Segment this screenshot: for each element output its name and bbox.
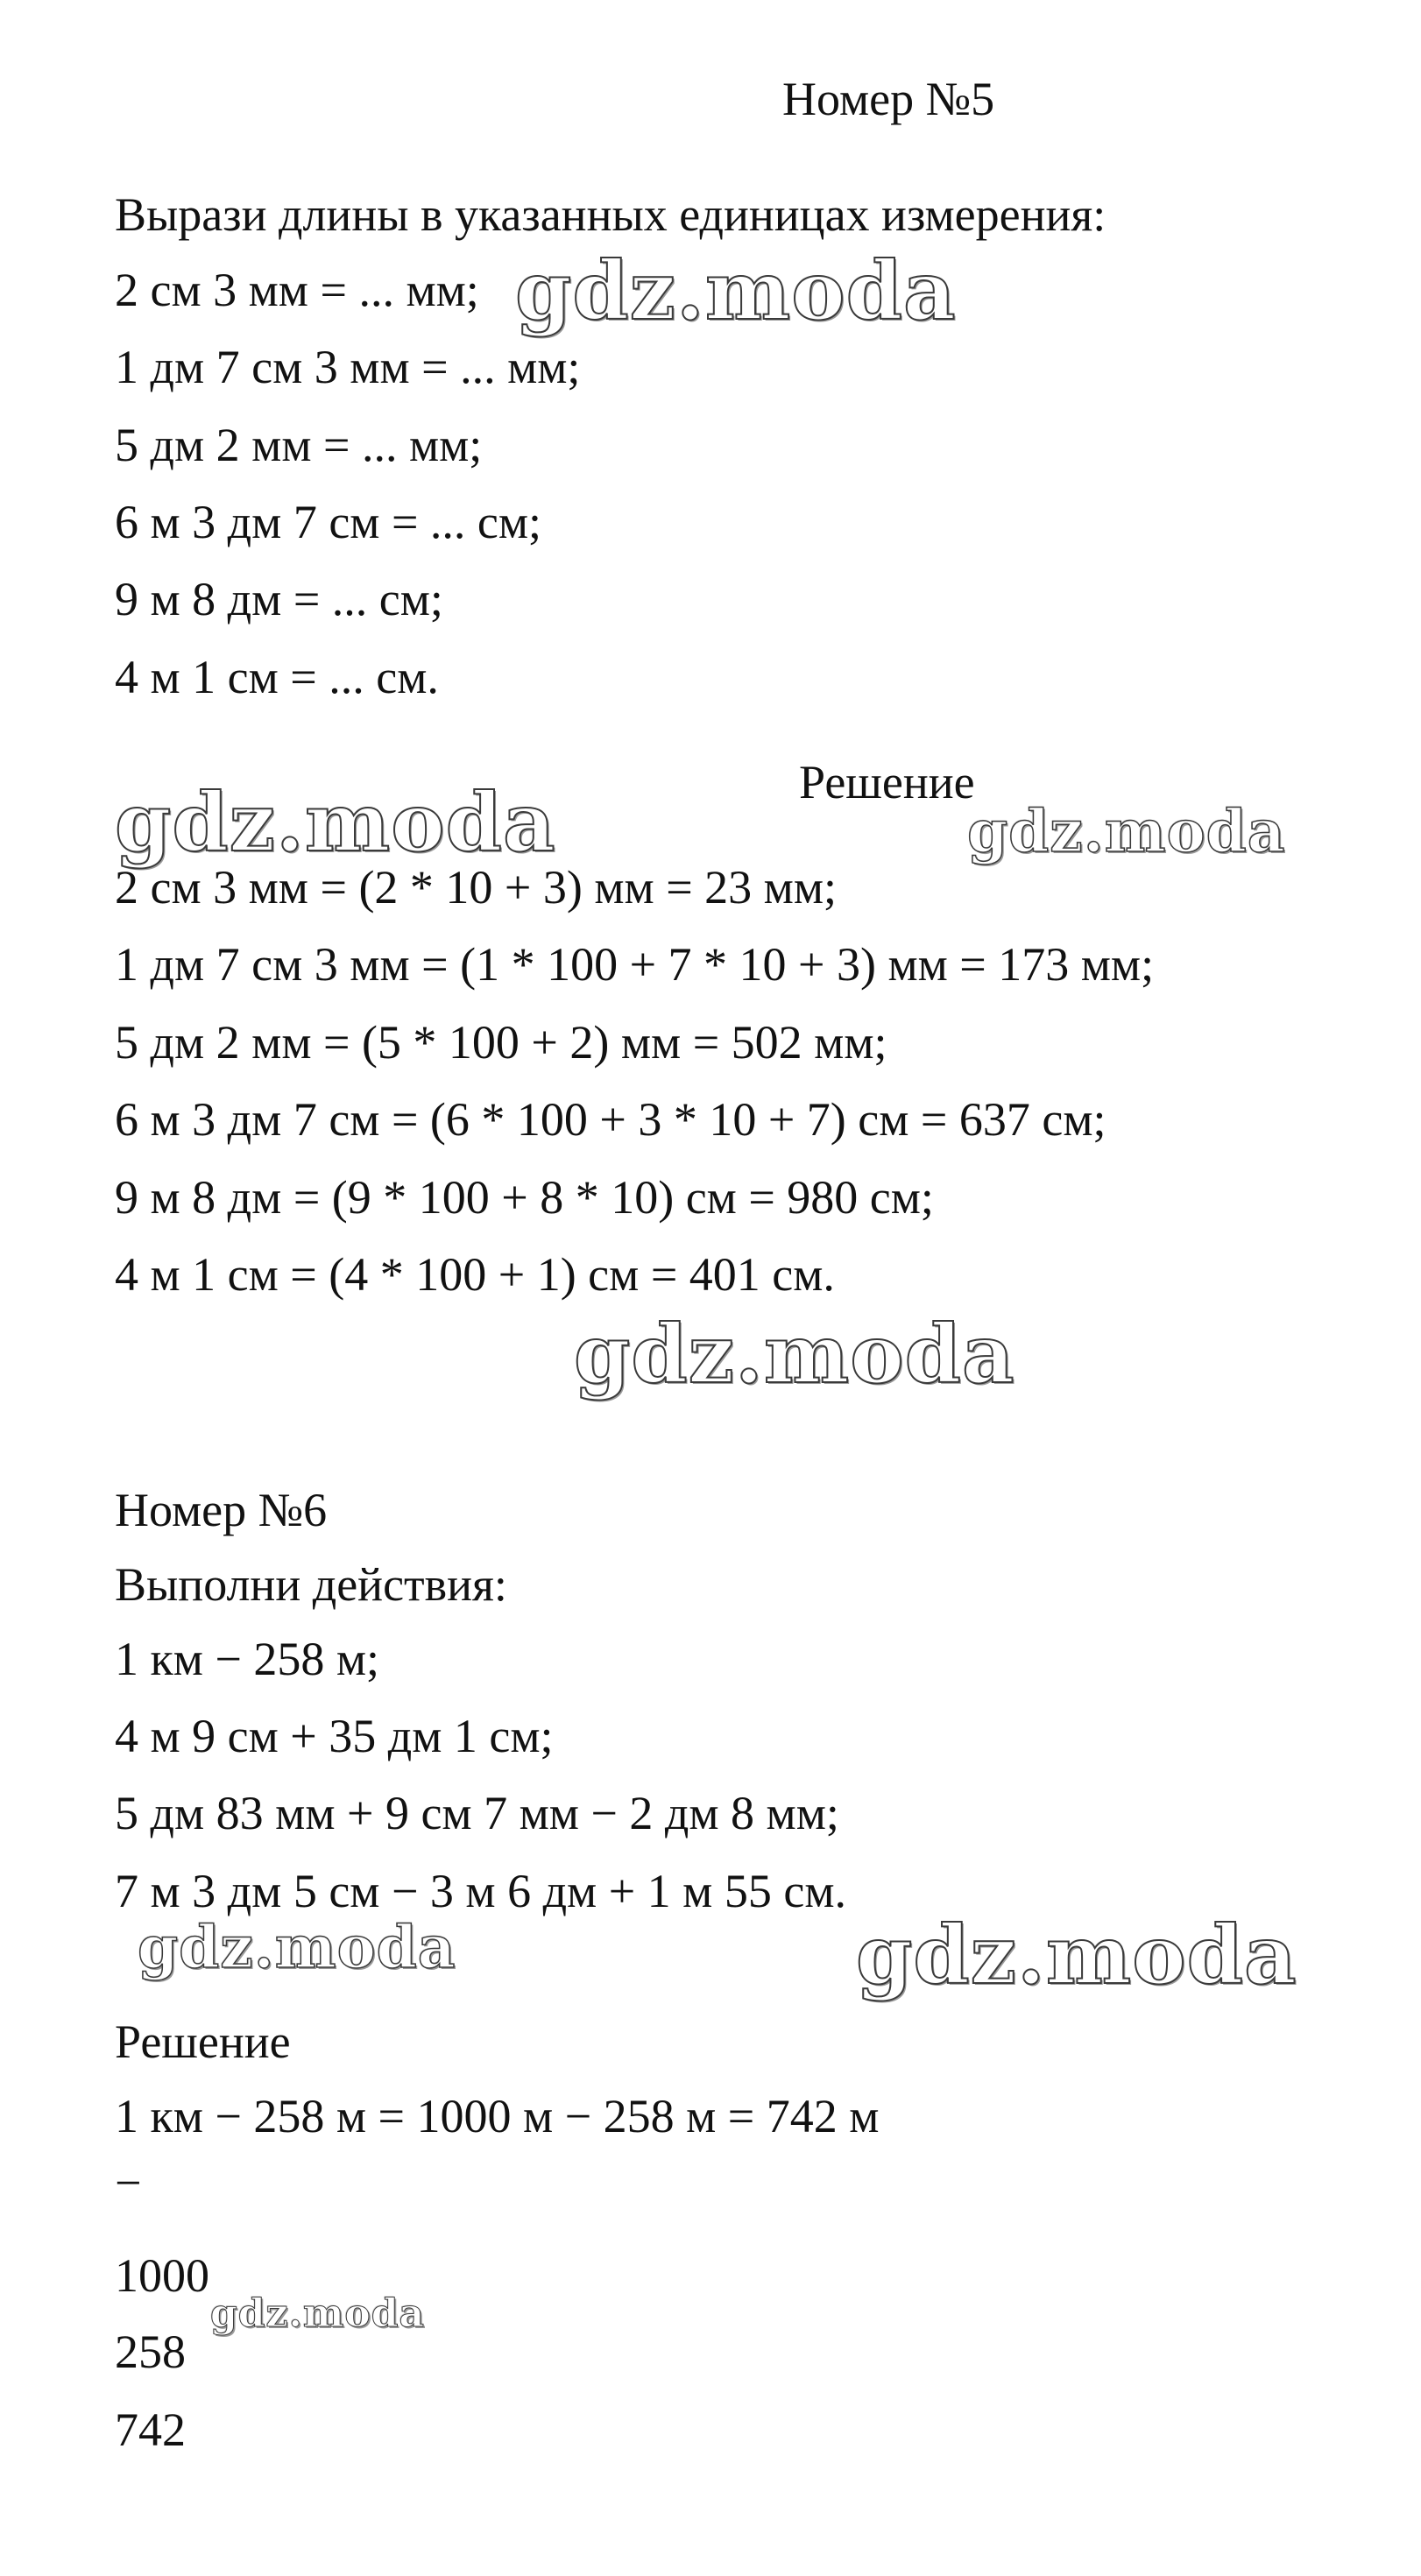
task6-heading: Номер №6	[115, 1484, 328, 1536]
task6-item: 7 м 3 дм 5 см − 3 м 6 дм + 1 м 55 см.	[115, 1865, 846, 1917]
task5-item: 5 дм 2 мм = ... мм;	[115, 419, 483, 471]
watermark-logo: gdz.moda	[574, 1307, 1015, 1401]
column-operator: −	[115, 2156, 142, 2209]
column-subtrahend: 258	[115, 2325, 186, 2378]
task5-item: 9 м 8 дм = ... см;	[115, 573, 443, 625]
watermark-logo: gdz.moda	[967, 797, 1286, 865]
task6-solution-line: 1 км − 258 м = 1000 м − 258 м = 742 м	[115, 2090, 880, 2142]
watermark-logo: gdz.moda	[515, 243, 957, 338]
task6-item: 5 дм 83 мм + 9 см 7 мм − 2 дм 8 мм;	[115, 1787, 839, 1839]
watermark-logo: gdz.moda	[210, 2291, 426, 2336]
column-result: 742	[115, 2403, 186, 2456]
task5-item: 1 дм 7 см 3 мм = ... мм;	[115, 341, 581, 393]
watermark-logo: gdz.moda	[856, 1908, 1297, 2002]
task6-item: 4 м 9 см + 35 дм 1 см;	[115, 1710, 554, 1762]
column-minuend: 1000	[115, 2249, 209, 2302]
task6-item: 1 км − 258 м;	[115, 1633, 380, 1685]
task5-solution-line: 2 см 3 мм = (2 * 10 + 3) мм = 23 мм;	[115, 861, 838, 914]
task5-item: 6 м 3 дм 7 см = ... см;	[115, 496, 542, 548]
task5-heading: Номер №5	[782, 73, 995, 125]
task5-solution-line: 4 м 1 см = (4 * 100 + 1) см = 401 см.	[115, 1248, 835, 1301]
task6-solution-heading: Решение	[115, 2015, 291, 2068]
watermark-logo: gdz.moda	[138, 1913, 456, 1981]
task5-item: 4 м 1 см = ... см.	[115, 651, 439, 703]
task5-solution-line: 1 дм 7 см 3 мм = (1 * 100 + 7 * 10 + 3) мм = 173 мм;	[115, 938, 1155, 991]
task5-solution-line: 5 дм 2 мм = (5 * 100 + 2) мм = 502 мм;	[115, 1016, 887, 1069]
task5-prompt: Вырази длины в указанных единицах измерения:	[115, 188, 1106, 241]
watermark-logo: gdz.moda	[115, 775, 556, 870]
task6-prompt: Выполни действия:	[115, 1558, 507, 1611]
task5-item: 2 см 3 мм = ... мм;	[115, 264, 479, 316]
task5-solution-heading: Решение	[799, 756, 975, 808]
task5-solution-line: 9 м 8 дм = (9 * 100 + 8 * 10) см = 980 см;	[115, 1171, 934, 1224]
task5-solution-line: 6 м 3 дм 7 см = (6 * 100 + 3 * 10 + 7) см = 637 см;	[115, 1093, 1106, 1146]
